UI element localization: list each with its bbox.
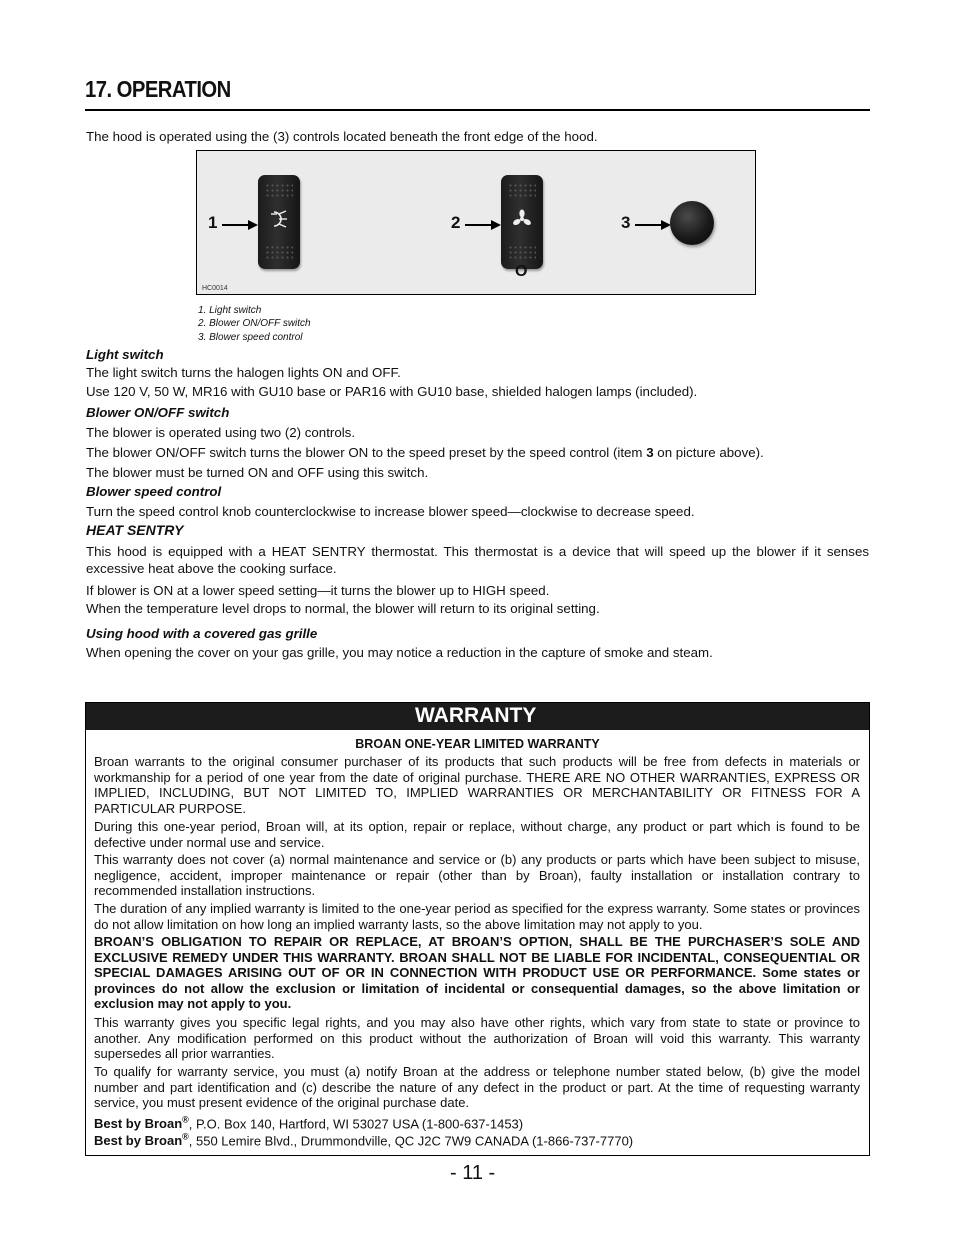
- callout-2: 2: [451, 213, 461, 232]
- speed-control-heading: Blower speed control: [86, 484, 222, 499]
- arrow-3-icon: [635, 219, 671, 231]
- speed-control-line: Turn the speed control knob counterclockwise to increase blower speed—clockwise to decrease speed.: [86, 504, 695, 519]
- blower-switch-heading: Blower ON/OFF switch: [86, 405, 230, 420]
- gas-grille-heading: Using hood with a covered gas grille: [86, 626, 318, 641]
- warranty-subtitle: BROAN ONE-YEAR LIMITED WARRANTY: [355, 737, 600, 751]
- intro-text: The hood is operated using the (3) controls located beneath the front edge of the hood.: [86, 129, 598, 144]
- fan-icon: [511, 208, 533, 230]
- blower-switch-line-1: The blower is operated using two (2) controls.: [86, 425, 356, 440]
- off-mark: O: [515, 263, 528, 280]
- warranty-para-1: Broan warrants to the original consumer purchaser of its products that such products will be free from defects in materials or workmanship for a period of one year from the date of original purchase. THERE ARE NO OTHER WARRANTIES, EXPRESS OR IMPLIED, INCLUDING, BUT NOT LIMITED TO, IMPLIED WARRANTIES OR MERCHANTABILITY OR FITNESS FOR A PARTICULAR PURPOSE.: [94, 754, 860, 816]
- heat-sentry-line-2: If blower is ON at a lower speed setting—it turns the blower up to HIGH speed.: [86, 583, 550, 598]
- figure-code: HC0014: [202, 285, 228, 292]
- light-icon: [268, 208, 290, 230]
- address-us: Best by Broan®, P.O. Box 140, Hartford, WI 53027 USA (1-800-637-1453): [94, 1115, 524, 1132]
- light-switch: [258, 175, 300, 269]
- callout-1: 1: [208, 213, 218, 232]
- controls-figure: [196, 150, 756, 295]
- warranty-para-5: BROAN’S OBLIGATION TO REPAIR OR REPLACE, AT BROAN’S OPTION, SHALL BE THE PURCHASER’S SOLE AND EXCLUSIVE REMEDY UNDER THIS WARRANTY. BROAN SHALL NOT BE LIABLE FOR INCIDENTAL, CONSEQUENTIAL OR SPECIAL DAMAGES ARISING OUT OF OR IN CONNECTION WITH PRODUCT USE OR PERFORMANCE. Some states or provinces do not allow the exclusion or limitation of incidental or consequential damages, so the above limitation or exclusion may not apply to you.: [94, 934, 860, 1012]
- speed-knob: [670, 201, 714, 245]
- section-title: 17. OPERATION: [85, 76, 231, 102]
- blower-switch: [501, 175, 543, 269]
- caption-3: 3. Blower speed control: [198, 332, 303, 343]
- callout-3: 3: [621, 213, 631, 232]
- warranty-para-3: This warranty does not cover (a) normal maintenance and service or (b) any products or parts which have been subject to misuse, negligence, accident, improper maintenance or repair (other than by Broan), faulty installation or installation contrary to recommended installation instructions.: [94, 852, 860, 899]
- warranty-para-7: To qualify for warranty service, you must (a) notify Broan at the address or telephone number stated below, (b) give the model number and part identification and (c) describe the nature of any defect in the product or part. At the time of requesting warranty service, you must present evidence of the original purchase date.: [94, 1064, 860, 1111]
- light-switch-line-1: The light switch turns the halogen lights ON and OFF.: [86, 365, 401, 380]
- title-rule: [85, 109, 870, 111]
- warranty-title: WARRANTY: [415, 704, 537, 727]
- warranty-para-4: The duration of any implied warranty is limited to the one-year period as specified for the express warranty. Some states or provinces do not allow limitation on how long an implied warranty lasts, so the above limitation may not apply to you.: [94, 901, 860, 932]
- heat-sentry-para: This hood is equipped with a HEAT SENTRY thermostat. This thermostat is a device that will speed up the blower if it senses excessive heat above the cooking surface.: [86, 544, 869, 576]
- light-switch-heading: Light switch: [86, 347, 164, 362]
- address-canada: Best by Broan®, 550 Lemire Blvd., Drummondville, QC J2C 7W9 CANADA (1-866-737-7770): [94, 1132, 634, 1149]
- gas-grille-line: When opening the cover on your gas grille, you may notice a reduction in the capture of smoke and steam.: [86, 645, 713, 660]
- page-number: - 11 -: [450, 1162, 496, 1184]
- caption-2: 2. Blower ON/OFF switch: [198, 318, 311, 329]
- heat-sentry-heading: HEAT SENTRY: [86, 522, 184, 538]
- warranty-para-6: This warranty gives you specific legal rights, and you may also have other rights, which vary from state to state or province to another. Any modification performed on this product without the authorization of Broan will void this warranty. This warranty supersedes all prior warranties.: [94, 1015, 860, 1062]
- arrow-1-icon: [222, 219, 258, 231]
- heat-sentry-line-3: When the temperature level drops to normal, the blower will return to its original setting.: [86, 601, 600, 616]
- warranty-banner: [86, 703, 869, 730]
- light-switch-line-2: Use 120 V, 50 W, MR16 with GU10 base or PAR16 with GU10 base, shielded halogen lamps (included).: [86, 384, 698, 399]
- arrow-2-icon: [465, 219, 501, 231]
- caption-1: 1. Light switch: [198, 305, 262, 316]
- warranty-box: [85, 702, 870, 1156]
- blower-switch-line-2: The blower ON/OFF switch turns the blower ON to the speed preset by the speed control (item 3 on picture above).: [86, 445, 764, 460]
- blower-switch-line-3: The blower must be turned ON and OFF using this switch.: [86, 465, 429, 480]
- warranty-para-2: During this one-year period, Broan will, at its option, repair or replace, without charge, any product or part which is found to be defective under normal use and service.: [94, 819, 860, 850]
